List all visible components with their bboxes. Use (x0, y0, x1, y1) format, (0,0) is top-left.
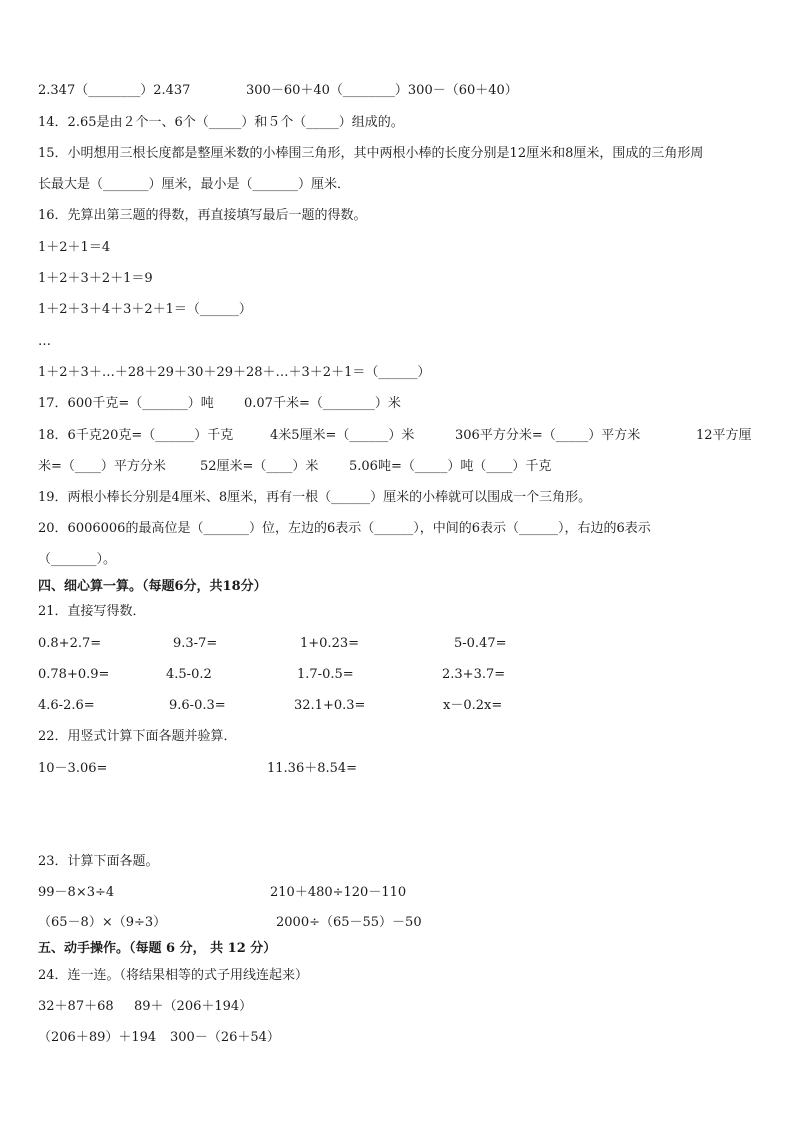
question-18-e: 米=（____）平方分米 (38, 459, 166, 474)
section-4-heading: 四、细心算一算。（每题6分，共18分） (38, 579, 267, 594)
question-22-title: 22．用竖式计算下面各题并验算． (38, 729, 237, 744)
expr-item: 89＋（206＋194） (134, 999, 253, 1014)
question-18-line2 (38, 458, 552, 476)
question-18-line1 (38, 427, 758, 445)
question-17 (38, 395, 401, 413)
question-15-line1: 15．小明想用三根长度都是整厘米数的小棒围三角形，其中两根小棒的长度分别是12厘米和8厘米，围成的三角形周 (38, 146, 704, 161)
calc-item: 0.8+2.7= (38, 636, 102, 651)
question-18-a: 18．6千克20克=（______）千克 (38, 428, 234, 443)
expr-item: （206＋89）＋194 (38, 1030, 157, 1045)
question-18-d: 12平方厘 (696, 428, 752, 443)
calc-item: 210＋480÷120－110 (270, 885, 407, 900)
question-18-f: 52厘米=（____）米 (200, 459, 319, 474)
compare-a: 2.347（________）2.437 (38, 83, 191, 98)
compare-b: 300－60＋40（________）300－（60＋40） (246, 83, 518, 98)
calc-item: 1.7-0.5= (297, 667, 354, 682)
question-16-title: 16．先算出第三题的得数，再直接填写最后一题的得数。 (38, 208, 367, 223)
calc-item: 1+0.23= (300, 636, 360, 651)
question-16-eq2: 1＋2＋3＋2＋1＝9 (38, 271, 153, 286)
question-16-eq4: 1＋2＋3＋…＋28＋29＋30＋29＋28＋…＋3＋2＋1＝（______） (38, 365, 431, 380)
compare-line (38, 82, 518, 100)
calc-item: 4.5-0.2 (166, 667, 212, 682)
calc-item: 9.6-0.3= (169, 698, 226, 713)
expr-item: 32＋87＋68 (38, 999, 114, 1014)
question-17-a: 17．600千克=（_______）吨 (38, 396, 214, 411)
calc-item: x－0.2x= (443, 698, 503, 713)
question-23-title: 23．计算下面各题。 (38, 854, 159, 869)
question-17-b: 0.07千米=（________）米 (244, 396, 401, 411)
question-16-ellipsis: … (38, 334, 51, 349)
question-20-line1: 20．6006006的最高位是（_______）位，左边的6表示（______），中间的6表示（______），右边的6表示 (38, 521, 651, 536)
calc-item: 2000÷（65－55）－50 (276, 915, 422, 930)
calc-item: 2.3+3.7= (442, 667, 506, 682)
vertical-calc-a: 10－3.06= (38, 761, 108, 776)
calc-item: 5-0.47= (454, 636, 507, 651)
calc-item: 32.1+0.3= (294, 698, 366, 713)
calc-item: （65－8）×（9÷3） (38, 915, 167, 930)
expr-item: 300－（26＋54） (170, 1030, 280, 1045)
calc-item: 9.3-7= (173, 636, 218, 651)
question-21-title: 21．直接写得数． (38, 604, 146, 619)
question-20-line2: （_______）。 (38, 552, 117, 567)
question-24-title: 24．连一连。（将结果相等的式子用线连起来） (38, 968, 309, 983)
question-16-eq3: 1＋2＋3＋4＋3＋2＋1＝（______） (38, 302, 252, 317)
question-14: 14．2.65是由２个一、6个（_____）和５个（_____）组成的。 (38, 115, 404, 130)
question-18-c: 306平方分米=（_____）平方米 (455, 428, 641, 443)
section-5-heading: 五、动手操作。（每题 6 分， 共 12 分） (38, 941, 277, 956)
vertical-calc-b: 11.36＋8.54= (267, 761, 358, 776)
question-15-line2: 长最大是（_______）厘米，最小是（_______）厘米． (38, 177, 351, 192)
calc-item: 4.6-2.6= (38, 698, 95, 713)
question-18-b: 4米5厘米=（______）米 (270, 428, 415, 443)
question-19: 19．两根小棒长分别是4厘米、8厘米，再有一根（______）厘米的小棒就可以围成一个三角形。 (38, 490, 592, 505)
question-16-eq1: 1＋2＋1＝4 (38, 240, 111, 255)
calc-item: 0.78+0.9= (38, 667, 110, 682)
question-18-g: 5.06吨=（_____）吨（____）千克 (349, 459, 552, 474)
calc-item: 99－8×3÷4 (38, 885, 115, 900)
